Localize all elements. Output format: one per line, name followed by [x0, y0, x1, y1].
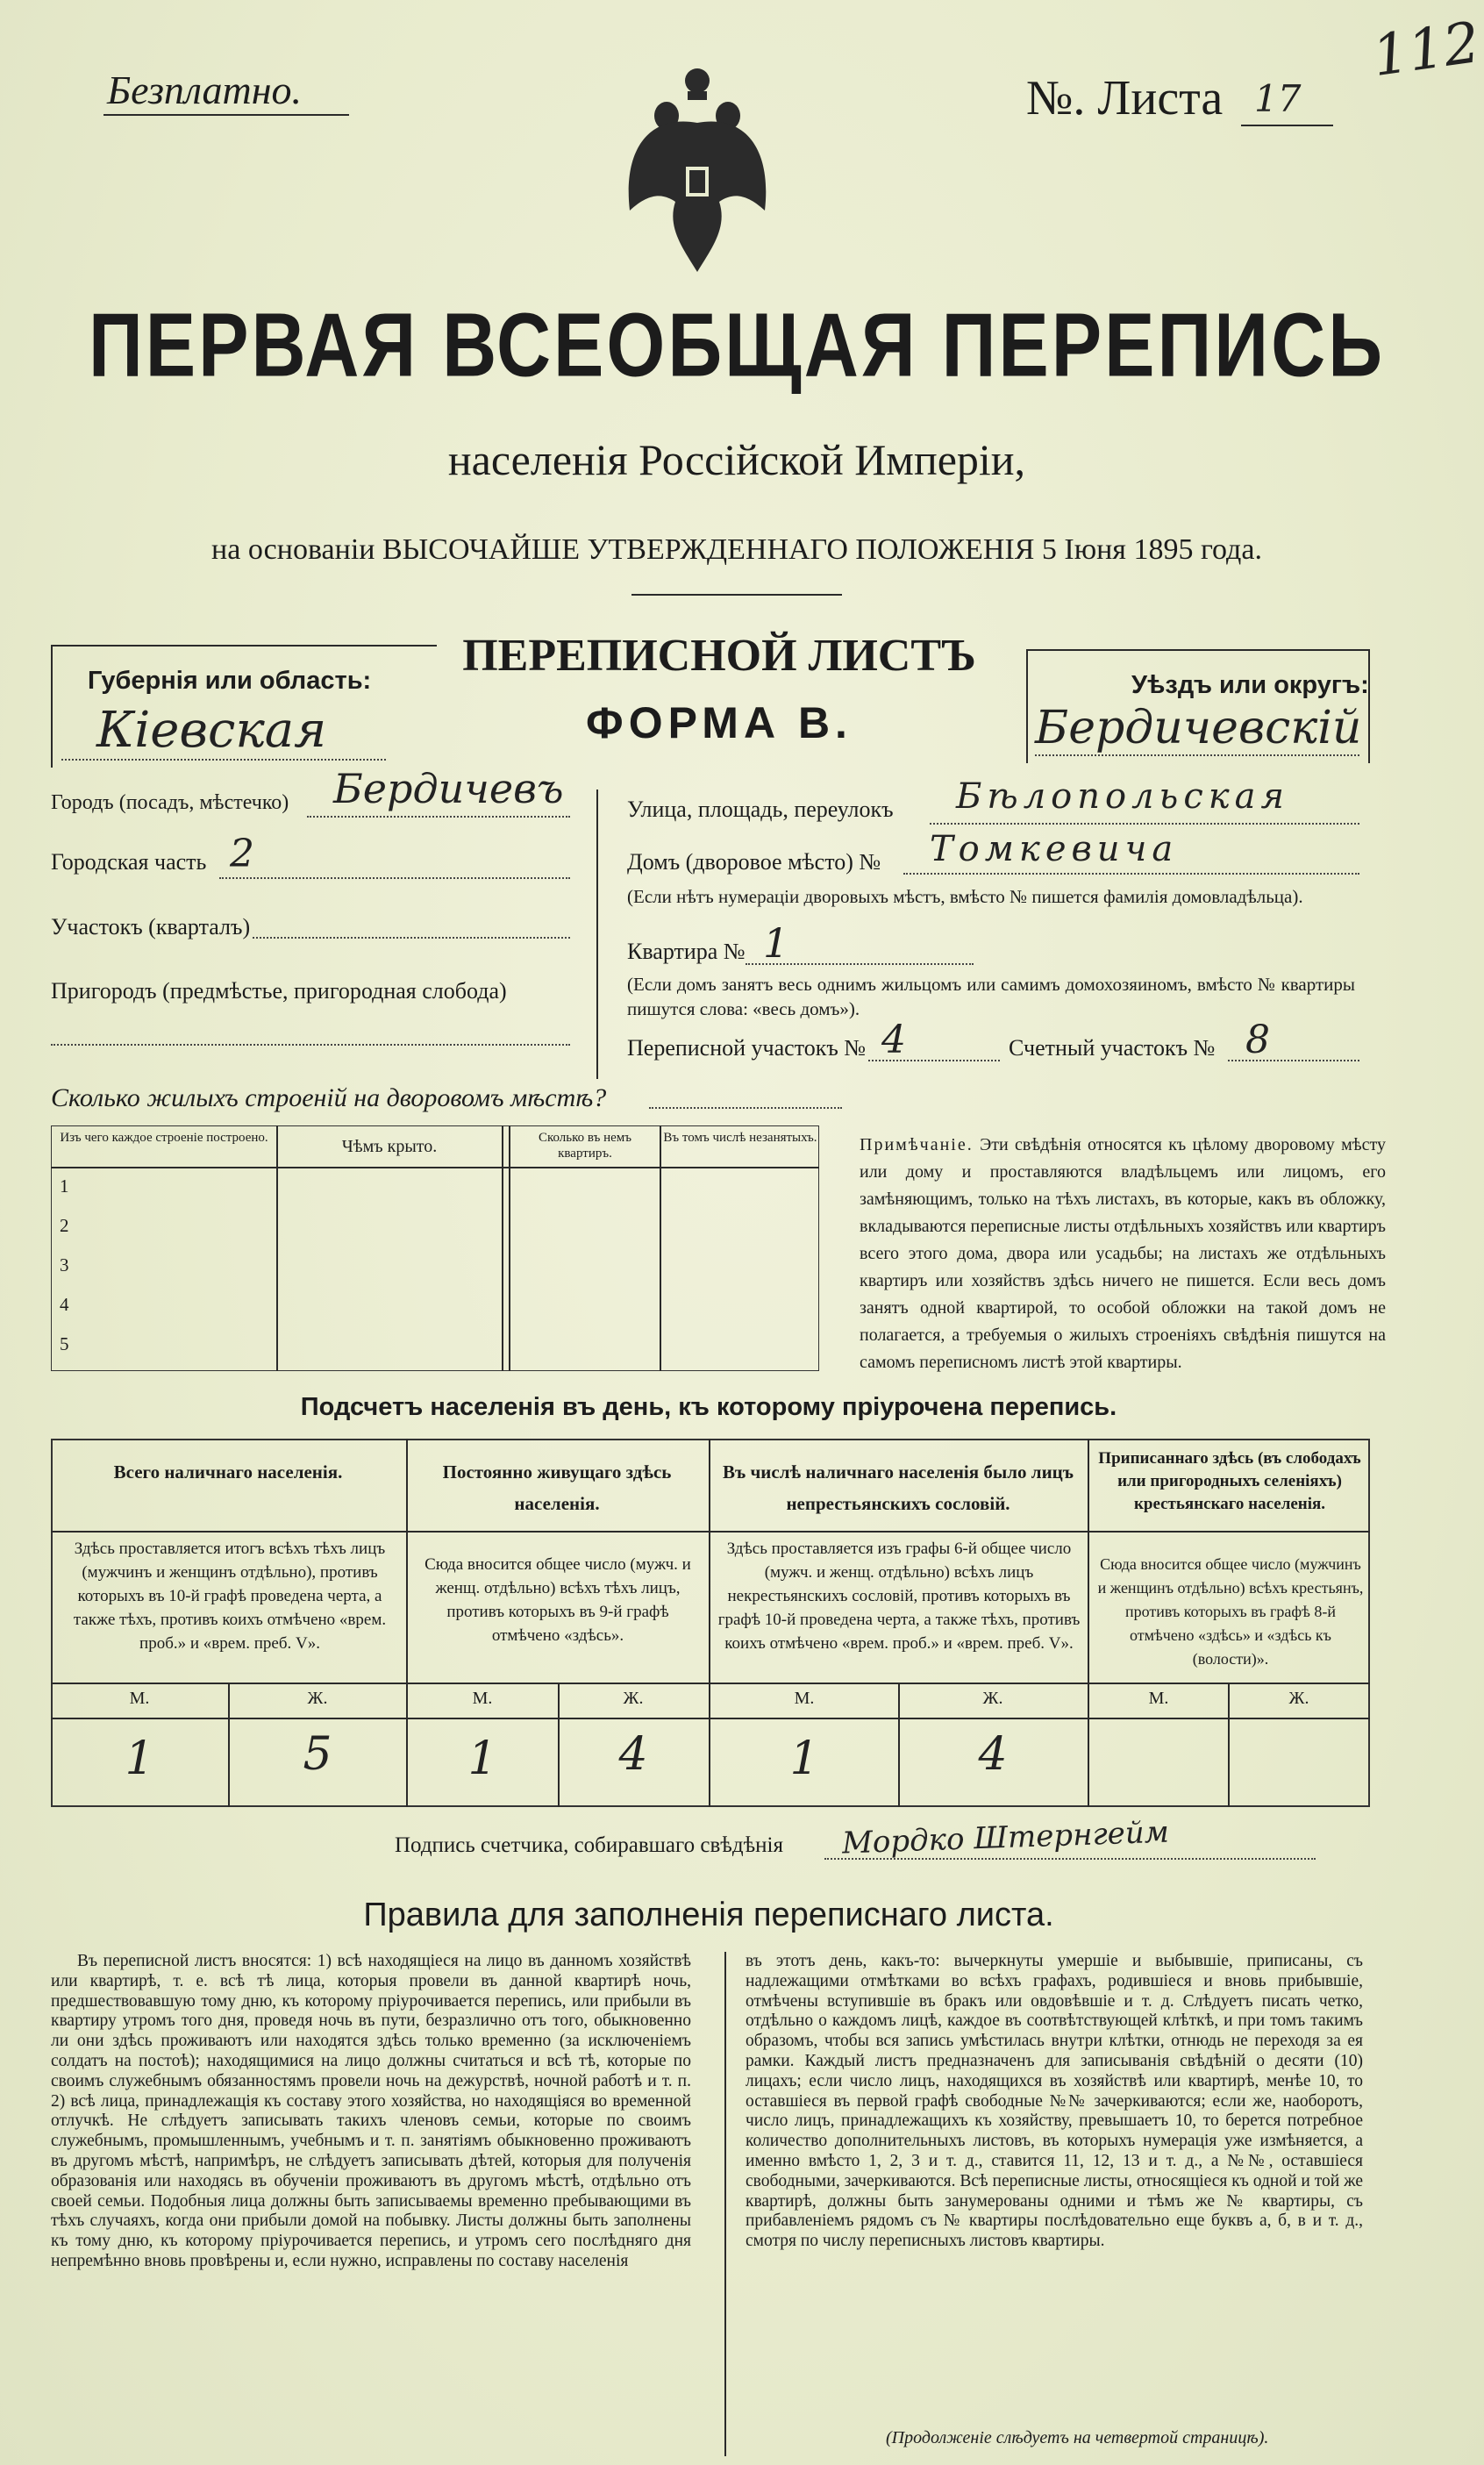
count-col3-m-value: 1	[789, 1733, 819, 1785]
buildings-header-rule	[51, 1167, 819, 1168]
header-right-rule	[1026, 649, 1028, 763]
precinct-dotted-line	[253, 937, 570, 939]
apartment-note: (Если домъ занятъ весь однимъ жильцомъ или самимъ домохозяиномъ, вмѣсто № квартиры пишутся слова: «весь домъ»).	[627, 974, 1355, 1019]
rules-left-column: Въ переписной листъ вносятся: 1) всѣ находящіеся на лицо въ данномъ хозяйствѣ или квартирѣ, т. е. всѣ тѣ лица, которыя провели въ данной квартирѣ ночь, предшествовавшую тому дню, къ которому пріурочивается перепись, или прибыли въ квартиру утромъ того дня, проведя ночь въ пути, безразлично отъ того, обыкновенно ли они здѣсь проживаютъ или находятся здѣсь только временно (за исключеніемъ солдатъ на постоѣ); находящимися на лицо должны считаться и всѣ тѣ, которые по своимъ служебнымъ обязанностямъ провели ночь на дежурствѣ, ночной работѣ и т. п. 2) всѣ лица, принадлежащія къ составу этого хозяйства, но находящіяся во временной отлучкѣ. Не слѣдуетъ записывать такихъ членовъ семьи, которые по своимъ служебнымъ, промышленнымъ, учебнымъ и т. п. занятіямъ обыкновенно проживаютъ въ другомъ мѣстѣ, напримѣръ, не слѣдуетъ записывать дѣтей, которыя для полученія образованія или находясь въ обученіи проживаютъ въ другомъ мѣстѣ, отдѣльно отъ своей семьи. Подобныя лица должны быть записываемы временно пребывающими въ тѣхъ случаяхъ, когда они прибыли домой на побывку. Листы должны быть заполнены къ тому дню, къ которому пріурочивается перепись, и утромъ сего послѣдняго дня непремѣнно вновь провѣрены и, если нужно, исправлены по составу населенія	[51, 1952, 691, 2270]
count-col2-head: Постоянно живущаго здѣсь населенія.	[442, 1461, 672, 1514]
count-col4-desc: Сюда вносится общее число (мужчинъ и женщинъ отдѣльно) всѣхъ крестьянъ, противъ которыхъ въ графѣ 8-й отмѣчено «здѣсь» и «здѣсь къ (волости)».	[1097, 1555, 1364, 1668]
precinct-label: Участокъ (кварталъ)	[51, 914, 251, 940]
count-col4-zh-label: Ж.	[1288, 1689, 1309, 1708]
apartment-label: Квартира №	[627, 939, 746, 964]
count-col3-m-label: М.	[794, 1689, 815, 1708]
sheet-number-label: №. Листа	[1026, 71, 1224, 125]
count-col3-head: Въ числѣ наличнаго населенія было лицъ непрестьянскихъ сословій.	[722, 1461, 1074, 1514]
rules-right-column: въ этотъ день, какъ-то: вычеркнуты умершіе и выбывшіе, приписаны, съ надлежащими отмѣтками во всѣхъ графахъ, родившіеся и вновь прибывшіе, отмѣчены вступившіе въ бракъ или овдовѣвшіе и т. д. Слѣдуетъ писать четко, отдѣльно о каждомъ лицѣ, каждое въ соотвѣтствующей клѣткѣ, и при томъ такимъ образомъ, чтобы вся запись умѣстилась внутри клѣтки, отнюдь не переходя за ея рамки. Каждый листъ предназначенъ для записыванія свѣдѣній о десяти (10) лицахъ; если число лицъ, находящихся въ хозяйствѣ или квартирѣ, менѣе 10, то оставшіеся въ первой графѣ свободные №№ зачеркиваются; если же, наоборотъ, число лицъ, принадлежащихъ къ хозяйству, превышаетъ 10, то берется потребное количество дополнительныхъ листовъ, въ которыхъ нумерація уже измѣняется, а именно вмѣсто 1, 2, 3 и т. д., ставится 11, 12, 13 и т. д., а №№, оставшіеся свободными, зачеркиваются. Всѣ переписные листы, относящіеся къ одной и той же квартирѣ, должны быть занумерованы одними и тѣмъ же № квартиры, съ прибавленіемъ рядомъ съ № квартиры послѣдовательно еще буквъ а, б, в и т. д., смотря по числу переписныхъ листовъ квартиры.	[746, 1952, 1363, 2251]
district-value: 2	[230, 832, 254, 876]
count-col4-head: Приписаннаго здѣсь (въ слободахъ или пригородныхъ селеніяхъ) крестьянскаго населенія.	[1098, 1449, 1361, 1513]
buildings-col-divider-2b	[509, 1125, 510, 1371]
signature-label: Подпись счетчика, собиравшаго свѣдѣнія	[395, 1833, 783, 1857]
buildings-question: Сколько жилыхъ строеній на дворовомъ мѣстѣ?	[51, 1083, 607, 1112]
house-value: Томкевича	[930, 829, 1179, 869]
buildings-header-apartments: Сколько въ немъ квартиръ.	[538, 1131, 632, 1161]
title-divider	[631, 594, 842, 596]
count-col2-m-value: 1	[467, 1733, 497, 1785]
count-precinct-value: 8	[1245, 1018, 1270, 1062]
free-label: Безплатно.	[107, 68, 303, 112]
address-column-divider	[596, 790, 598, 1079]
buildings-row-number: 2	[60, 1215, 69, 1236]
count-col1-zh-label: Ж.	[307, 1689, 328, 1708]
form-title: ФОРМА В.	[586, 698, 853, 747]
count-col1-m-value: 1	[125, 1733, 154, 1785]
apartment-value: 1	[763, 919, 789, 967]
buildings-row-number: 3	[60, 1254, 69, 1275]
note-text: Эти свѣдѣнія относятся къ цѣлому дворовому мѣсту или дому и проставляются владѣльцемъ или лицомъ, его замѣняющимъ, только на тѣхъ листахъ, въ которые, какъ въ обложку, вкладываются переписные листы отдѣльныхъ хозяйствъ или квартиръ всего этого дома, двора или усадьбы; на листахъ же отдѣльныхъ квартиръ или хозяйствъ здѣсь ничего не пишется. Если весь домъ занятъ одной квартирой, то особой обложки на такой домъ не полагается, а требуемыя о жилыхъ строеніяхъ свѣдѣнія пишутся на самомъ переписномъ листѣ этой квартиры.	[860, 1135, 1387, 1372]
free-label-underline	[103, 114, 349, 116]
count-title: Подсчетъ населенія въ день, къ которому пріурочена перепись.	[300, 1393, 1117, 1421]
count-col2-m-label: М.	[472, 1689, 493, 1708]
buildings-row-number: 1	[60, 1175, 69, 1197]
street-label: Улица, площадь, переулокъ	[627, 797, 894, 822]
header-left-rule	[51, 645, 53, 768]
main-title: ПЕРВАЯ ВСЕОБЩАЯ ПЕРЕПИСЬ	[88, 295, 1386, 397]
buildings-dotted-line	[649, 1107, 842, 1109]
count-col3-zh-label: Ж.	[982, 1689, 1003, 1708]
buildings-header-vacant: Въ томъ числѣ незанятыхъ.	[663, 1131, 817, 1145]
header-right-edge	[1368, 649, 1370, 763]
census-precinct-dotted-line	[868, 1060, 1000, 1061]
street-value: Бѣлопольская	[956, 776, 1289, 817]
count-col3-zh-value: 4	[978, 1728, 1008, 1781]
signature-value: Мордко Штернгейм	[841, 1814, 1170, 1861]
census-precinct-value: 4	[881, 1018, 906, 1062]
buildings-col-divider-3	[660, 1125, 661, 1371]
corner-archive-number: 112	[1368, 10, 1484, 90]
count-col-divider-3	[1088, 1439, 1089, 1807]
district-dotted-line	[219, 877, 570, 879]
buildings-note	[860, 1132, 1386, 1376]
gubernia-dotted-line	[61, 759, 386, 761]
header-top-rule-left	[51, 645, 437, 647]
basis-line: на основаніи ВЫСОЧАЙШЕ УТВЕРЖДЕННАГО ПОЛОЖЕНІЯ 5 Іюня 1895 года.	[211, 533, 1262, 566]
count-head-rule	[51, 1531, 1370, 1533]
buildings-header-roof: Чѣмъ крыто.	[341, 1137, 438, 1156]
double-headed-eagle-emblem	[614, 61, 781, 289]
rules-continued: (Продолженіе слѣдуетъ на четвертой страницѣ).	[886, 2428, 1269, 2447]
count-precinct-label: Счетный участокъ №	[1009, 1035, 1216, 1061]
city-dotted-line	[307, 816, 570, 818]
uezd-dotted-line	[1035, 754, 1359, 756]
buildings-row-number: 4	[60, 1294, 69, 1315]
buildings-col-divider-1	[276, 1125, 278, 1371]
gubernia-value: Кіевская	[96, 702, 327, 759]
subtitle: населенія Россійской Имперіи,	[447, 435, 1026, 484]
city-value: Бердичевъ	[333, 765, 564, 812]
census-precinct-label: Переписной участокъ №	[627, 1035, 867, 1061]
count-col2-zh-value: 4	[618, 1728, 648, 1781]
count-col2-zh-label: Ж.	[623, 1689, 644, 1708]
sheet-number-value: 17	[1254, 77, 1302, 120]
buildings-header-material: Изъ чего каждое строеніе построено.	[60, 1131, 268, 1145]
rules-divider	[724, 1952, 726, 2456]
house-label: Домъ (дворовое мѣсто) №	[627, 849, 881, 875]
buildings-row-number: 5	[60, 1333, 69, 1354]
apartment-dotted-line	[746, 963, 974, 965]
house-note: (Если нѣтъ нумераціи дворовыхъ мѣстъ, вмѣсто № пишется фамилія домовладѣльца).	[627, 886, 1303, 907]
house-dotted-line	[903, 873, 1359, 875]
count-mz-bottom-rule	[51, 1718, 1370, 1719]
count-precinct-dotted-line	[1228, 1060, 1359, 1061]
count-col1-zh-value: 5	[303, 1728, 332, 1781]
sheet-title: ПЕРЕПИСНОЙ ЛИСТЪ	[462, 631, 976, 681]
count-col4-m-label: М.	[1148, 1689, 1169, 1708]
street-dotted-line	[930, 823, 1359, 825]
count-mz-top-rule	[51, 1683, 1370, 1684]
uezd-label: Уѣздъ или округъ:	[1131, 671, 1369, 699]
note-lead: Примѣчаніе.	[860, 1135, 974, 1154]
header-top-rule-right	[1026, 649, 1370, 651]
sheet-number-underline	[1241, 125, 1333, 126]
count-col1-head: Всего наличнаго населенія.	[113, 1461, 343, 1483]
signature-dotted-line	[824, 1858, 1316, 1860]
count-col1-desc: Здѣсь проставляется итогъ всѣхъ тѣхъ лицъ (мужчинъ и женщинъ отдѣльно), противъ которыхъ въ 10-й графѣ проведена черта, а также тѣхъ, противъ коихъ отмѣчено «врем. проб.» и «врем. преб. V».	[73, 1540, 387, 1653]
city-label: Городъ (посадъ, мѣстечко)	[51, 791, 289, 814]
suburb-dotted-line	[51, 1044, 570, 1046]
count-col2-desc: Сюда вносится общее число (мужч. и женщ. отдѣльно) всѣхъ тѣхъ лицъ, противъ которыхъ въ 9-й графѣ отмѣчено «здѣсь».	[425, 1555, 691, 1645]
buildings-table	[51, 1125, 819, 1371]
count-col3-desc: Здѣсь проставляется изъ графы 6-й общее число (мужч. и женщ. отдѣльно) всѣхъ лицъ некрестьянскихъ сословій, противъ которыхъ въ графѣ 10-й проведена черта, а также тѣхъ, противъ коихъ отмѣчено «врем. проб.» и «врем. преб. V».	[717, 1540, 1081, 1653]
buildings-col-divider-2	[502, 1125, 503, 1371]
rules-title: Правила для заполненія переписнаго листа.	[363, 1897, 1054, 1933]
suburb-label: Пригородъ (предмѣстье, пригородная слобода)	[51, 978, 507, 1004]
district-label: Городская часть	[51, 849, 207, 875]
uezd-value: Бердичевскій	[1035, 702, 1362, 754]
count-col1-m-label: М.	[129, 1689, 150, 1708]
gubernia-label: Губернія или область:	[88, 667, 372, 695]
